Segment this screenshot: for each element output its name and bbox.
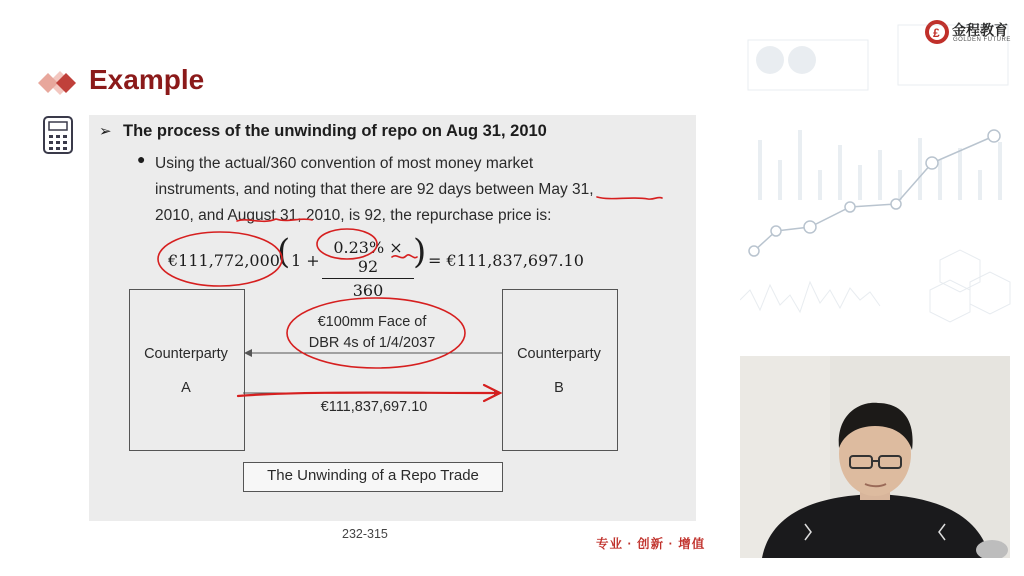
slide-heading: The process of the unwinding of repo on Aug 31, 2010 <box>123 122 547 140</box>
cash-flow-label: €111,837,697.10 <box>320 399 428 415</box>
circle-principal <box>158 232 282 286</box>
formula-principal: €111,772,000 <box>168 251 280 270</box>
formula-result: = €111,837,697.10 <box>428 251 584 270</box>
svg-text:£: £ <box>933 26 940 40</box>
counterparty-a-name: Counterparty <box>144 346 228 362</box>
formula-one-plus: 1 + <box>291 251 320 270</box>
brand-name-en: GOLDEN FUTURE <box>953 37 1011 43</box>
underline-may31 <box>597 197 662 199</box>
presenter-video[interactable] <box>740 356 1010 558</box>
diagram-caption: The Unwinding of a Repo Trade <box>267 467 479 484</box>
formula-close-paren: ) <box>413 232 427 272</box>
red-cash-arrow <box>238 393 496 396</box>
arrow-head-a <box>244 349 252 357</box>
bullet-line: 2010, and August 31, 2010, is 92, the repurchase price is: <box>155 207 552 224</box>
circle-face-value <box>287 298 465 368</box>
formula-open-paren: ( <box>277 232 291 272</box>
counterparty-b-letter: B <box>554 380 564 396</box>
underline-aug31 <box>237 219 312 221</box>
presenter-figure <box>740 356 1010 558</box>
bullet-line: Using the actual/360 convention of most money market <box>155 155 534 172</box>
squiggle-92 <box>392 255 417 258</box>
bond-flow-line2: DBR 4s of 1/4/2037 <box>308 335 436 351</box>
formula-denominator: 360 <box>352 281 384 300</box>
bullet-marker: ● <box>137 151 146 167</box>
heading-marker: ➢ <box>99 123 112 140</box>
page-title: Example <box>89 64 205 95</box>
counterparty-a-letter: A <box>181 380 191 396</box>
formula-numerator: 0.23% × 92 <box>322 238 414 279</box>
counterparty-b-name: Counterparty <box>517 346 601 362</box>
slogan: 专业 · 创新 · 增值 <box>596 537 706 551</box>
bullet-line: instruments, and noting that there are 92 days between May 31, <box>155 181 594 198</box>
page-number: 232-315 <box>342 527 388 541</box>
decorative-background <box>740 20 1012 340</box>
circle-rate <box>317 229 377 259</box>
brand-name: 金程教育 <box>952 22 1008 38</box>
bond-flow-line1: €100mm Face of <box>317 314 427 330</box>
